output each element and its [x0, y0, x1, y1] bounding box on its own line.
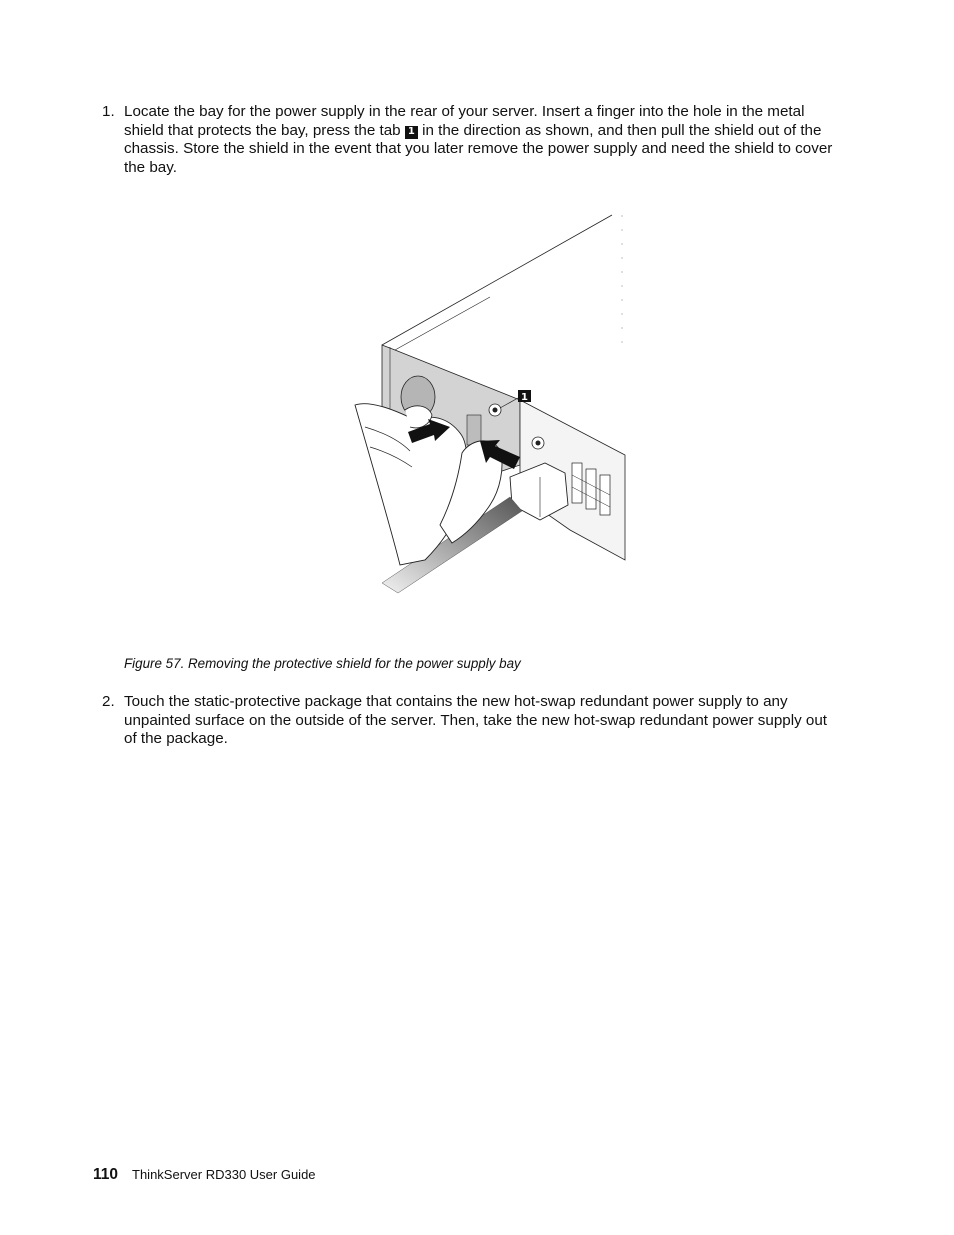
- step-text: [124, 103, 842, 177]
- figure-caption: Figure 57. Removing the protective shield for the power supply bay: [124, 656, 521, 671]
- book-title: ThinkServer RD330 User Guide: [132, 1167, 316, 1182]
- callout-number: 1: [521, 392, 528, 403]
- step-text: Touch the static-protective package that contains the new hot-swap redundant power supply to any unpainted surface on the outside of the server. Then, take the new hot-swap redundant power supply out of the package.: [124, 693, 828, 748]
- step-2: [102, 693, 842, 749]
- callout-badge: 1: [405, 126, 418, 139]
- step-number: 1.: [102, 103, 115, 120]
- server-rear-drawing: [340, 205, 640, 605]
- page-footer: [93, 1166, 316, 1184]
- power-supply-shield-illustration: [340, 205, 640, 605]
- page-number: 110: [93, 1166, 119, 1183]
- step-number: 2.: [102, 693, 115, 710]
- step-text-part: in the direction as shown, and then pull the shield out of the chassis. Store the shield in the event that you later remove the power supply and need the shield to cover the bay.: [124, 121, 833, 176]
- step-text-part: Locate the bay for the power supply in the rear of your server. Insert a finger into the hole in the metal shield that protects the bay, press the tab: [124, 103, 805, 139]
- step-1: [102, 103, 842, 177]
